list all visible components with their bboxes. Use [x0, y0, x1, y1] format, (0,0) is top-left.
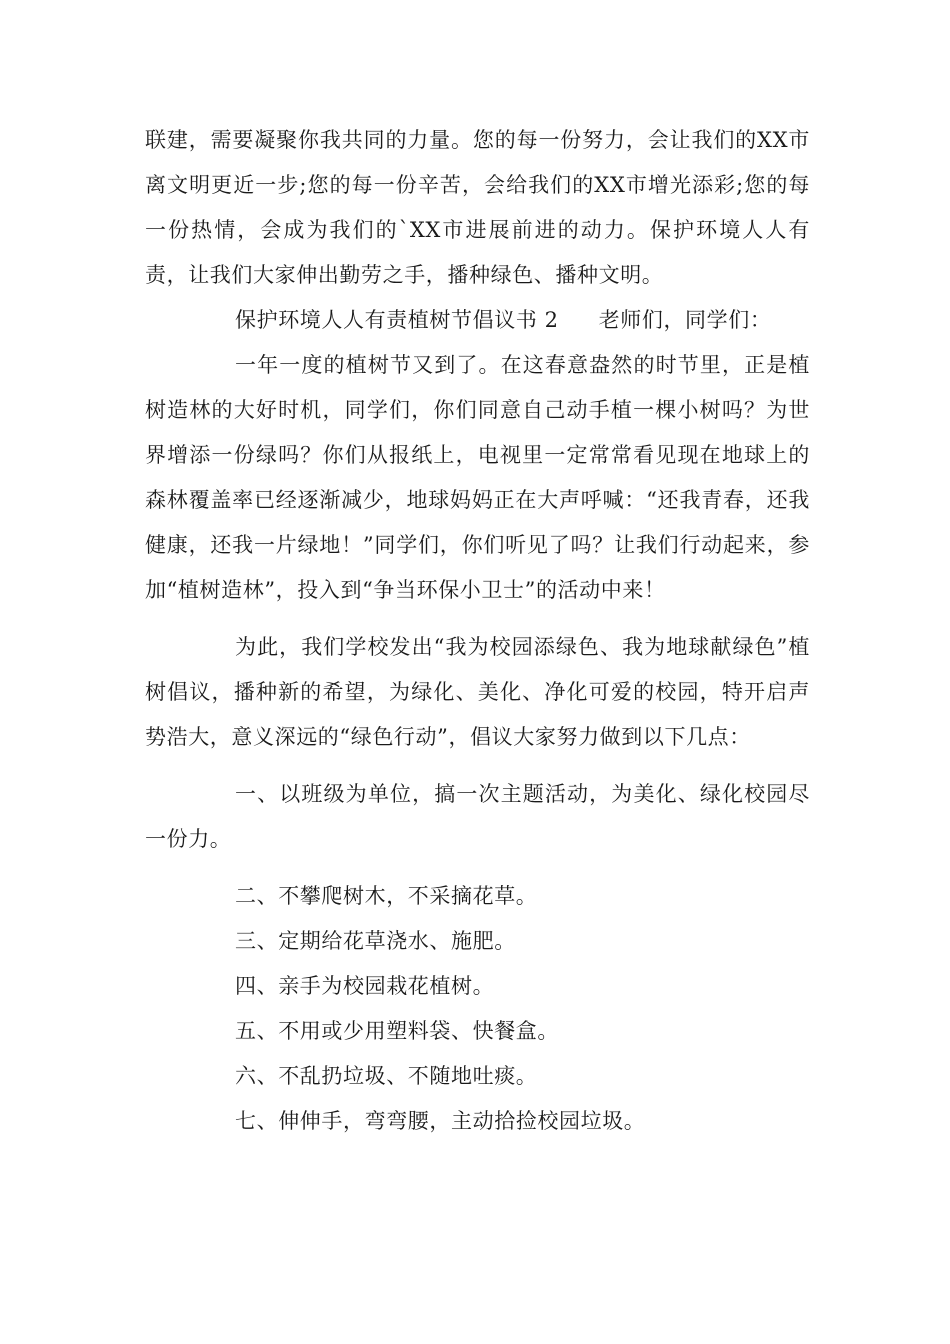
list-item: 四、亲手为校园栽花植树。 — [235, 974, 495, 998]
paragraph-2: 为此，我们学校发出“我为校园添绿色、我为地球献绿色”植树倡议，播种新的希望，为绿化、美化、净化可爱的校园，特开启声势浩大，意义深远的“绿色行动”，倡议大家努力做到以下几点： — [145, 635, 810, 749]
list-item: 三、定期给花草浇水、施肥。 — [235, 929, 516, 953]
list-item: 二、不攀爬树木，不采摘花草。 — [235, 884, 538, 908]
continuation-paragraph: 联建，需要凝聚你我共同的力量。您的每一份努力，会让我们的XX市离文明更近一步;您的每一份辛苦，会给我们的XX市增光添彩;您的每一份热情，会成为我们的`XX市进展前进的动力。保护环境人人有责，让我们大家伸出勤劳之手，播种绿色、播种文明。 — [145, 128, 810, 287]
list-item: 五、不用或少用塑料袋、快餐盒。 — [235, 1019, 559, 1043]
document-page — [145, 118, 810, 1144]
greeting: 老师们，同学们： — [598, 308, 772, 332]
title-line — [145, 298, 810, 343]
list-item: 六、不乱扔垃圾、不随地吐痰。 — [235, 1064, 538, 1088]
paragraph-1: 一年一度的植树节又到了。在这春意盎然的时节里，正是植树造林的大好时机，同学们，你们同意自己动手植一棵小树吗？为世界增添一份绿吗？你们从报纸上，电视里一定常常看见现在地球上的森林覆盖率已经逐渐减少，地球妈妈正在大声呼喊：“还我青春，还我健康，还我一片绿地！”同学们，你们听见了吗？让我们行动起来，参加“植树造林”，投入到“争当环保小卫士”的活动中来！ — [145, 353, 810, 602]
list-item-1: 一、以班级为单位，搞一次主题活动，为美化、绿化校园尽一份力。 — [145, 782, 810, 851]
document-title: 保护环境人人有责植树节倡议书 2 — [235, 308, 559, 332]
list-item: 七、伸伸手，弯弯腰，主动拾捡校园垃圾。 — [235, 1109, 646, 1133]
